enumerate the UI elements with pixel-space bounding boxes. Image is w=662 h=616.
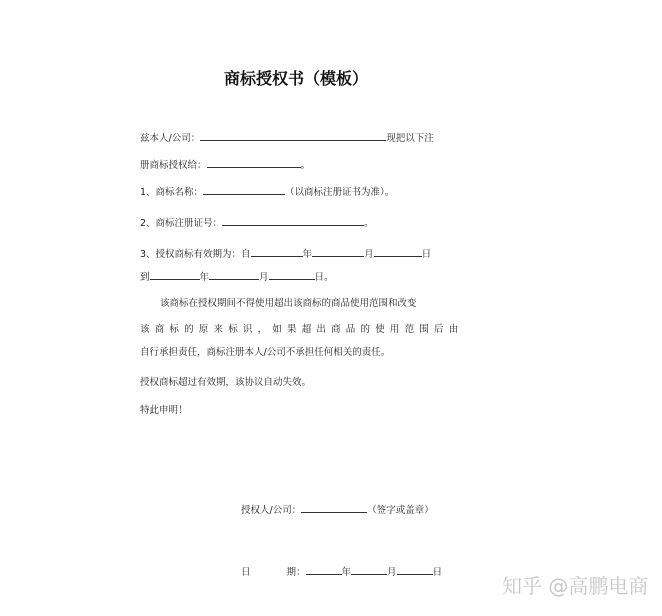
date-label-1: 日	[241, 567, 251, 578]
date-day-blank[interactable]	[397, 564, 433, 575]
registration-number-label: 2、商标注册证号：	[140, 218, 223, 229]
date-label-2: 期：	[286, 567, 306, 578]
title-text: 商标授权书（模板）	[223, 69, 368, 88]
date-line	[241, 564, 442, 579]
to-year-blank[interactable]	[150, 269, 200, 280]
registration-number-blank[interactable]	[222, 215, 364, 226]
validity-to-line	[140, 269, 334, 284]
grantee-blank[interactable]	[207, 157, 301, 168]
signature-note: （签字或盖章）	[367, 505, 434, 516]
date-month-blank[interactable]	[351, 564, 387, 575]
day-label: 日。	[314, 272, 334, 283]
grantor-tail: 现把以下注	[386, 133, 434, 144]
day-label: 日	[432, 567, 443, 578]
signature-label: 授权人/公司：	[241, 505, 302, 516]
month-label: 月	[259, 272, 269, 283]
grantor-label: 兹本人/公司：	[140, 133, 201, 144]
trademark-name-label: 1、商标名称：	[140, 187, 204, 198]
document-title	[0, 66, 662, 89]
year-label: 年	[341, 567, 352, 578]
from-day-blank[interactable]	[374, 246, 422, 257]
day-label: 日	[421, 249, 432, 260]
grantor-line	[140, 130, 434, 145]
signature-blank[interactable]	[301, 502, 367, 513]
validity-from-line	[140, 246, 431, 261]
month-label: 月	[364, 249, 374, 260]
registration-number-line	[140, 215, 374, 230]
paragraph-line-3: 自行承担责任，商标注册本人/公司不承担任何相关的责任。	[140, 347, 391, 358]
grantee-tail: 。	[300, 160, 311, 171]
watermark: 知乎 @高鹏电商	[502, 574, 649, 598]
from-year-blank[interactable]	[251, 246, 303, 257]
from-month-blank[interactable]	[312, 246, 364, 257]
to-month-blank[interactable]	[209, 269, 259, 280]
paragraph-line-2: 该商标的原来标识，如果超出商品的使用范围后由	[140, 324, 464, 335]
month-label: 月	[387, 567, 397, 578]
paragraph-line-1: 该商标在授权期间不得使用超出该商标的商品使用范围和改变	[160, 298, 417, 309]
validity-label: 3、授权商标有效期为：自	[140, 249, 251, 260]
declaration: 特此申明！	[140, 405, 188, 416]
year-label: 年	[199, 272, 210, 283]
registration-number-tail: 。	[364, 218, 374, 229]
trademark-name-line	[140, 184, 394, 199]
date-year-blank[interactable]	[306, 564, 342, 575]
trademark-name-blank[interactable]	[203, 184, 285, 195]
trademark-name-note: （以商标注册证书为准）。	[285, 187, 395, 198]
to-day-blank[interactable]	[269, 269, 315, 280]
grantee-label: 册商标授权给：	[140, 160, 207, 171]
expiry-clause: 授权商标超过有效期，该协议自动失效。	[140, 377, 312, 388]
signature-line	[241, 502, 434, 517]
to-label: 到	[140, 272, 150, 283]
grantor-blank[interactable]	[200, 130, 386, 141]
year-label: 年	[302, 249, 313, 260]
grantee-line	[140, 157, 310, 172]
